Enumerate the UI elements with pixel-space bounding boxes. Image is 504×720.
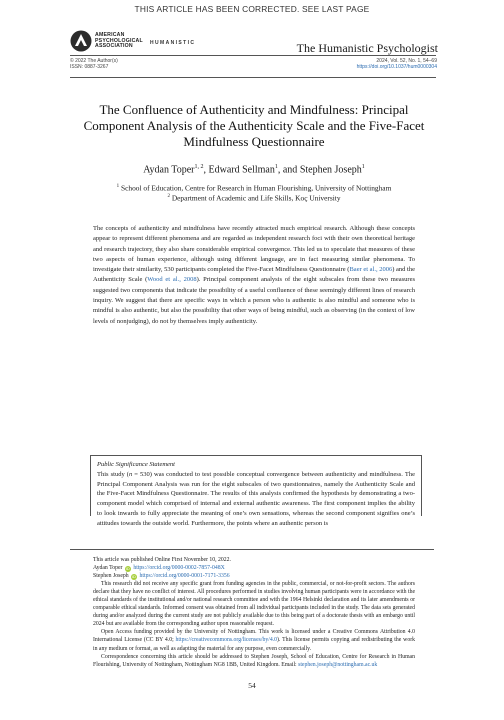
orcid-line: Aydan Toper iD https://orcid.org/0000-0002-7857-048X (93, 565, 225, 572)
meta-rule (70, 77, 436, 78)
citation-link[interactable]: Wood et al., 2008 (147, 276, 197, 284)
affiliation-1: $^1$ School of Education, Centre for Research in Human Flourishing, University of Nottingham (116, 183, 392, 193)
meta-left (70, 58, 118, 71)
article-title: The Confluence of Authenticity and Mindfulness: Principal Component Analysis of the Authenticity Scale and the Five-Facet Mindfulness Questionnaire (83, 102, 425, 150)
orcid-link[interactable]: https://orcid.org/0000-0002-7857-048X (133, 565, 225, 572)
orcid-link[interactable]: https://orcid.org/0000-0001-7171-3356 (139, 573, 230, 580)
meta-right (357, 58, 437, 71)
journal-title: The Humanistic Psychologist (296, 41, 438, 55)
page-number: 54 (248, 681, 256, 690)
open-access-note: Open Access funding provided by the University of Nottingham. This work is licensed under a Creative Commons Attribution 4.0 International License (CC BY 4.0; https://creativecommons.org/licenses/by/4.0). This license permits copying and redistributing the work in any medium or format, as well as adapting the material for any purpose, even commercially. (93, 629, 415, 652)
author-name: Aydan Toper (143, 164, 195, 176)
copyright: © 2022 The Author(s) (70, 58, 118, 64)
orcid-line: Stephen Joseph iD https://orcid.org/0000-0001-7171-3356 (93, 573, 230, 580)
author-notes (93, 556, 415, 669)
orcid-icon: iD (132, 574, 136, 580)
doi-link[interactable]: https://doi.org/10.1037/hum0000304 (356, 64, 437, 71)
public-significance-heading: Public Significance Statement (97, 461, 175, 468)
public-significance-text: Public Significance Statement This study (n = 530) was conducted to test possible conceptual convergence between authenticity and mindfulness. The Principal Component Analysis was run for the eight subscales of two questionnaires, namely the Authenticity Scale and the Five-Facet Mindfulness Questionnaire. The results of this analysis confirmed the hypothesis by demonstrating a two-component model which comprised of internal and external authentic awareness. The first component implies the ability to look inwards to fully appreciate the meaning of one’s own sensations, whereas the second component signifies one’s attitudes towards the outside world. Furthermore, the points where an authentic person is (97, 461, 415, 527)
journal-badge: HUMANISTIC (150, 40, 196, 46)
author-name: Stephen Joseph (299, 164, 362, 176)
affiliation-2: $^2$ Department of Academic and Life Skills, Koç University (167, 193, 341, 203)
funding-note: This research did not receive any specific grant from funding agencies in the public, commercial, or not-for-profit sectors. The authors declare that they have no conflict of interest. All procedures performed in studies involving human participants were in accordance with the ethical standards of the institutional and/or national research committee and with the 1964 Helsinki declaration and its later amendments or comparable ethical standards. Informed consent was obtained from all individual participants included in the study. The data sets generated during and/or analyzed during the current study are not publicly available due to this being part of a doctorate thesis with an embargo until 2024 but are available from the corresponding author upon reasonable request. (93, 581, 415, 628)
footnote-rule (70, 549, 434, 550)
header-rule (70, 55, 436, 56)
abstract: The concepts of authenticity and mindfulness have recently attracted much empirical research. Although these concepts appear to represent different phenomena and are regarded as independent research foci with their own theoretical heritage and research trajectory, they also share considerable empirical convergence. This led us to speculate that measures of these two aspects of human experience, although using different language, are in fact measuring similar phenomena. To investigate their similarity, 530 participants completed the Five-Facet Mindfulness Questionnaire (Baer et al., 2006) and the Authenticity Scale (Wood et al., 2008). Principal component analysis of the eight subscales from these two measures suggested two components that indicate the possibility of a useful confluence of these seemingly different lines of research inquiry. We suggest that there are specific ways in which a person who is authentic is also mindful and someone who is mindful is also authentic, but also the possibility that other ways of being mindful, such as observing (in the context of low levels of nonjudging), do not by themselves imply authenticity. (93, 225, 415, 325)
issn: ISSN: 0887-3267 (70, 64, 109, 71)
author-name: Edward Sellman (208, 164, 275, 176)
orcid-icon: iD (126, 566, 130, 572)
correction-banner: THIS ARTICLE HAS BEEN CORRECTED. SEE LAST PAGE (134, 4, 370, 14)
license-link[interactable]: https://creativecommons.org/licenses/by/4.0 (175, 637, 278, 644)
email-link[interactable]: stephen.joseph@nottingham.ac.uk (298, 661, 378, 668)
correspondence-note: Correspondence concerning this article should be addressed to Stephen Joseph, School of Education, Centre for Research in Human Flourishing, University of Nottingham, Nottingham NG8 1BB, United Kingdom. Email: stephen.joseph@nottingham.ac.uk (93, 653, 415, 668)
publisher-name: AMERICAN PSYCHOLOGICAL ASSOCIATION (95, 32, 143, 50)
author-list: Aydan Toper$^{1, 2}$, Edward Sellman$^1$, and Stephen Joseph$^1$ (143, 164, 365, 176)
apa-logo-icon (70, 30, 92, 52)
published-note: This article was published Online First November 10, 2022. (93, 557, 231, 563)
citation-link[interactable]: Baer et al., 2006 (349, 266, 393, 274)
volume-info: 2024, Vol. 52, No. 1, 54–69 (376, 58, 437, 64)
